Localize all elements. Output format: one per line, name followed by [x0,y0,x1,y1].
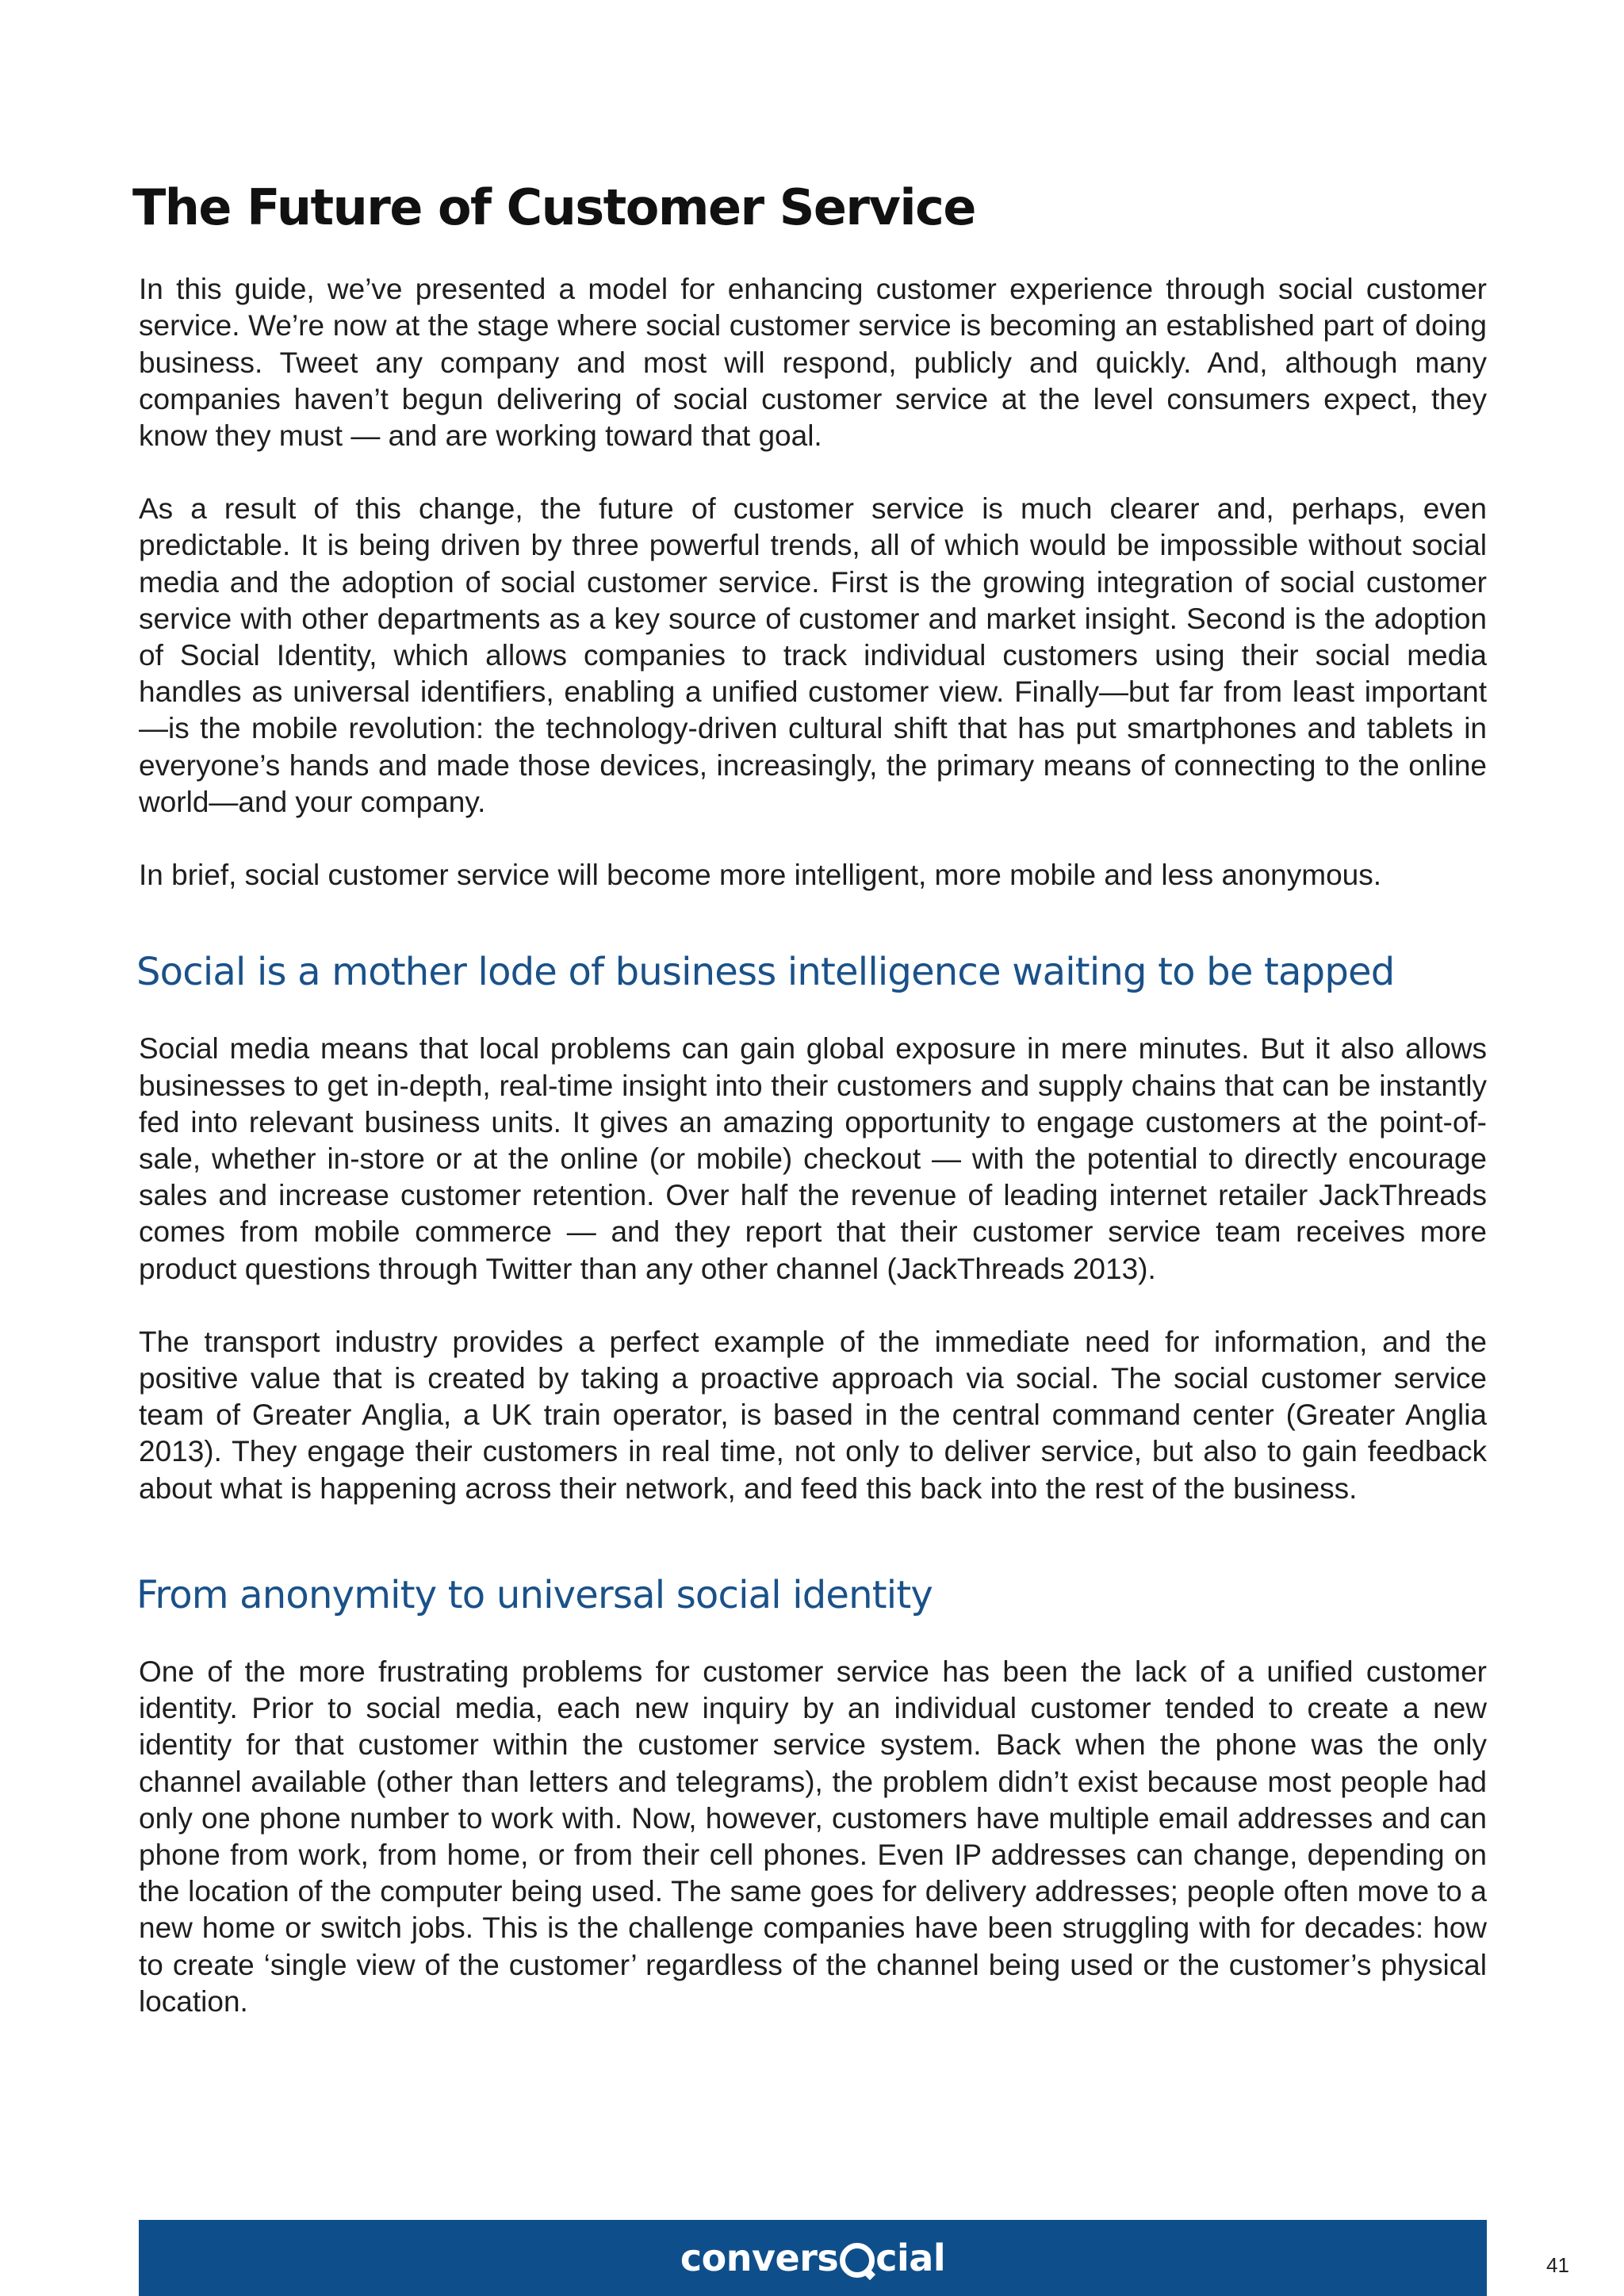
section-heading-social-identity: From anonymity to universal social identity [136,1572,933,1617]
page-title: The Future of Customer Service [132,178,975,236]
footer-bar [139,2220,1487,2296]
logo-text-start: convers [680,2237,839,2279]
conversocial-logo [680,2237,945,2279]
section-paragraph: The transport industry provides a perfect example of the immediate need for information, and the positive value that is created by taking a proactive approach via social. The social customer service team of Greater Anglia, a UK train operator, is based in the central command center (Greater Anglia 2013). They engage their customers in real time, not only to deliver service, but also to gain feedback about what is happening across their network, and feed this back into the rest of the business. [139,1325,1487,1505]
section-paragraph: One of the more frustrating problems for customer service has been the lack of a unified customer identity. Prior to social media, each new inquiry by an individual customer tended to create a new identity for that customer within the customer service system. Back when the phone was the only channel available (other than letters and telegrams), the problem didn’t exist because most people had only one phone number to work with. Now, however, customers have multiple email addresses and can phone from work, from home, or from their cell phones. Even IP addresses can change, depending on the location of the computer being used. The same goes for delivery addresses; people often move to a new home or switch jobs. This is the challenge companies have been struggling with for decades: how to create ‘single view of the customer’ regardless of the channel being used or the customer’s physical location. [139,1655,1487,2018]
section-paragraph: Social media means that local problems can gain global exposure in mere minutes. But it also allows businesses to get in-depth, real-time insight into their customers and supply chains that can be instantly fed into relevant business units. It gives an amazing opportunity to engage customers at the point-of-sale, whether in-store or at the online (or mobile) checkout — with the potential to directly encourage sales and increase customer retention. Over half the revenue of leading internet retailer JackThreads comes from mobile commerce — and they report that their customer service team receives more product questions through Twitter than any other channel (JackThreads 2013). [139,1032,1487,1285]
logo-text-end: cial [875,2237,946,2279]
speech-bubble-icon [840,2243,875,2278]
intro-paragraph: In brief, social customer service will become more intelligent, more mobile and less anonymous. [139,859,1382,892]
section-heading-business-intelligence: Social is a mother lode of business intelligence waiting to be tapped [136,950,1395,995]
intro-paragraph: As a result of this change, the future of customer service is much clearer and, perhaps, even predictable. It is being driven by three powerful trends, all of which would be impossible without social media and the adoption of social customer service. First is the growing integration of social customer service with other departments as a key source of customer and market insight. Second is the adoption of Social Identity, which allows companies to track individual customers using their social media handles as universal identifiers, enabling a unified customer view. Finally—but far from least important—is the mobile revolution: the technology-driven cultural shift that has put smartphones and tablets in everyone’s hands and made those devices, increasingly, the primary means of connecting to the online world—and your company. [139,492,1487,818]
main-content [132,178,1487,2057]
intro-paragraph: In this guide, we’ve presented a model for enhancing customer experience through social customer service. We’re now at the stage where social customer service is becoming an established part of doing business. Tweet any company and most will respond, publicly and quickly. And, although many companies haven’t begun delivering of social customer service at the level consumers expect, they know they must — and are working toward that goal. [139,273,1487,452]
page-number: 41 [1546,2253,1569,2277]
